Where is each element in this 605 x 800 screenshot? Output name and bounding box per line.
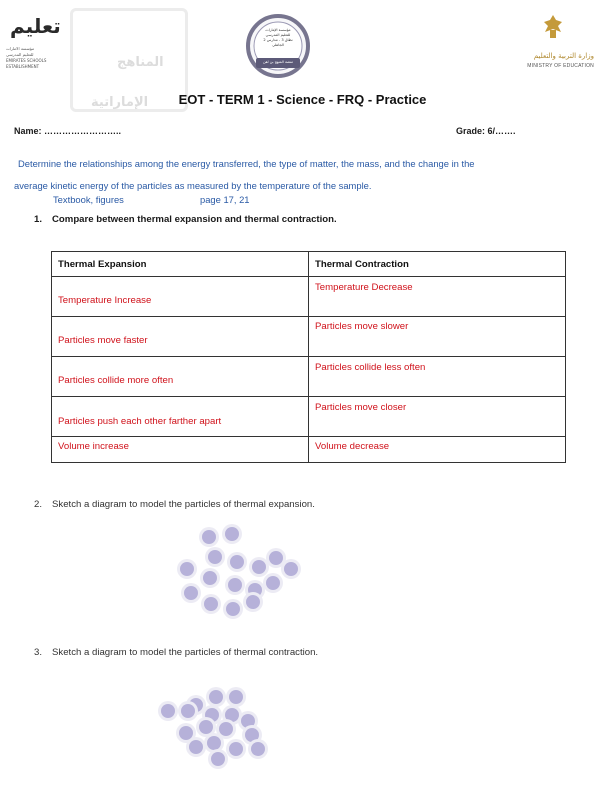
expansion-particle-diagram [170,522,310,622]
particle [202,530,216,544]
question-2-text: Sketch a diagram to model the particles of thermal expansion. [52,499,315,510]
question-1-number: 1. [34,214,43,225]
table-header-row [52,252,566,277]
center-badge-logo [246,14,310,78]
name-field: Name: …………………….. [14,126,122,136]
expansion-cell-text: Temperature Increase [58,295,152,306]
reference-source: Textbook, figures [53,194,124,205]
contraction-cell [309,437,566,463]
contraction-cell [309,357,566,397]
badge-banner-text: منصة المنهج بن لقن [262,60,294,64]
expansion-cell-text: Particles move faster [58,335,148,346]
contraction-cell-text: Particles move closer [315,402,407,413]
particle [241,714,255,728]
watermark-line-2: الإماراتية [91,95,149,110]
particle [161,704,175,718]
header-thermal-contraction: Thermal Contraction [309,252,566,277]
question-1 [34,214,337,225]
ministry-logo [494,14,594,74]
particle [229,690,243,704]
page-title: EOT - TERM 1 - Science - FRQ - Practice [178,92,427,107]
logo-line-1: مؤسسة الامارات [6,46,35,51]
particle [252,560,266,574]
particle [225,527,239,541]
question-3-number: 3. [34,647,43,658]
contraction-cell [309,277,566,317]
expansion-cell [52,277,309,317]
expansion-cell-text: Particles push each other farther apart [58,416,222,427]
particle [225,708,239,722]
contraction-cell-text: Volume decrease [315,441,390,452]
particle [204,597,218,611]
particle [199,720,213,734]
logo-line-4: ESTABLISHMENT [6,64,40,69]
ministry-arabic-name: وزارة التربية والتعليم [533,52,594,60]
particle [184,586,198,600]
logo-line-2: للتعليم المدرسي [6,52,34,57]
expansion-cell [52,357,309,397]
particle [189,740,203,754]
table-row [52,357,566,397]
school-logo [4,14,60,76]
particle [207,736,221,750]
particle [219,722,233,736]
contraction-particle-diagram [155,686,285,766]
particle [245,728,259,742]
contraction-cell-text: Temperature Decrease [315,282,413,293]
contraction-cell-text: Particles move slower [315,321,409,332]
question-2-number: 2. [34,499,43,510]
objective-line-1: Determine the relationships among the energy transferred, the type of matter, the mass, and the change in the [18,158,475,169]
expansion-cell [52,397,309,437]
expansion-cell-text: Particles collide more often [58,375,174,386]
table-row [52,277,566,317]
question-3 [34,647,318,658]
particle [228,578,242,592]
table-row [52,397,566,437]
particle [203,571,217,585]
expansion-cell-text: Volume increase [58,441,129,452]
particle [226,602,240,616]
textbook-reference [53,194,250,205]
badge-line-3: نطاق 3 - مدارس 2 [263,38,293,42]
particle [266,576,280,590]
ministry-english-name: MINISTRY OF EDUCATION [527,63,594,69]
logo-line-3: EMIRATES SCHOOLS [6,58,47,63]
question-1-text: Compare between thermal expansion and thermal contraction. [52,214,337,225]
question-3-text: Sketch a diagram to model the particles of thermal contraction. [52,647,319,658]
learning-objective [14,153,574,197]
particle [230,555,244,569]
particle [180,562,194,576]
particle [208,550,222,564]
particle [211,752,225,766]
badge-line-4: الجاهلي [272,43,284,47]
particle [179,726,193,740]
contraction-cell [309,397,566,437]
comparison-table [51,251,566,463]
expansion-cell [52,317,309,357]
watermark-line-1: المناهج [117,55,164,70]
header-thermal-expansion: Thermal Expansion [52,252,309,277]
particle [246,595,260,609]
particle [229,742,243,756]
particle [181,704,195,718]
contraction-cell-text: Particles collide less often [315,362,426,373]
badge-line-2: للتعليم المدرسي [265,33,291,37]
table-row [52,317,566,357]
logo-brand-text: تعليم [10,14,61,38]
contraction-cell [309,317,566,357]
particle [209,690,223,704]
objective-line-2: average kinetic energy of the particles as measured by the temperature of the sample. [14,180,372,191]
grade-field: Grade: 6/……. [456,126,516,136]
table-row [52,437,566,463]
badge-line-1: مؤسسة الإمارات [265,28,291,32]
particle [284,562,298,576]
particle [251,742,265,756]
reference-page: page 17, 21 [200,194,250,205]
question-2 [34,499,315,510]
falcon-emblem-icon [542,14,564,40]
expansion-cell [52,437,309,463]
particle [269,551,283,565]
